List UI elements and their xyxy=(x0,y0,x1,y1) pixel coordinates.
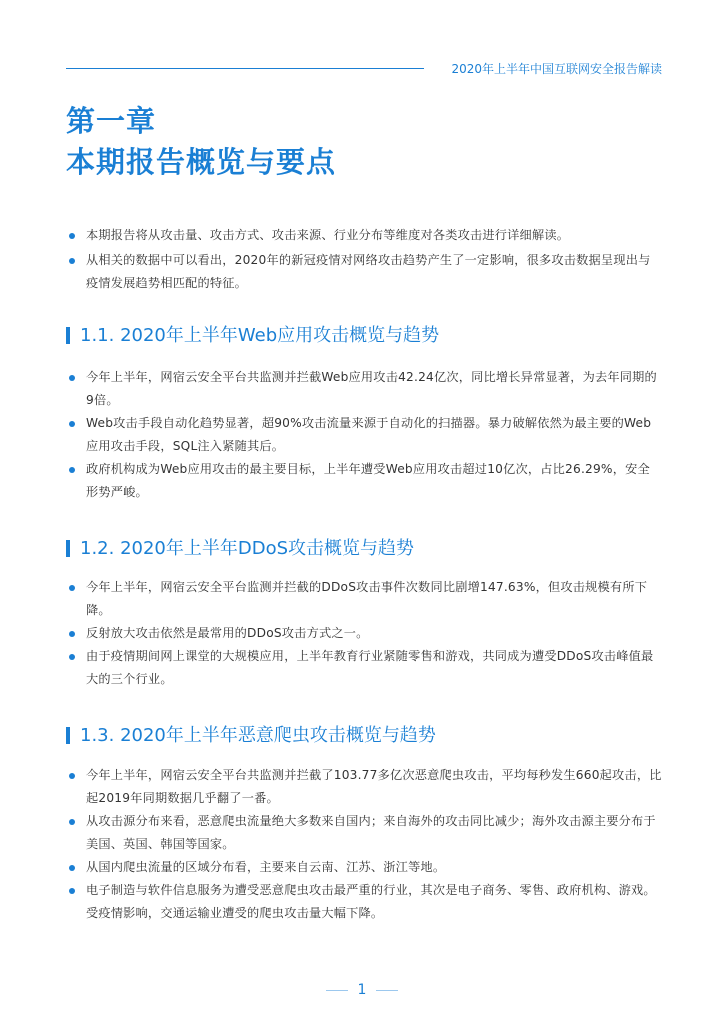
page-number: 1 xyxy=(0,982,724,998)
list-item: 从攻击源分布来看，恶意爬虫流量绝大多数来自国内；来自海外的攻击同比减少；海外攻击源主要分布于美国、英国、韩国等国家。 xyxy=(66,810,662,856)
bullet-dot-icon xyxy=(69,773,75,779)
section-1-2-list xyxy=(66,576,662,691)
list-item: Web攻击手段自动化趋势显著，超90%攻击流量来源于自动化的扫描器。暴力破解依然为最主要的Web应用攻击手段，SQL注入紧随其后。 xyxy=(66,412,662,458)
bullet-dot-icon xyxy=(69,654,75,660)
list-item: 电子制造与软件信息服务为遭受恶意爬虫攻击最严重的行业，其次是电子商务、零售、政府机构、游戏。受疫情影响，交通运输业遭受的爬虫攻击量大幅下降。 xyxy=(66,879,662,925)
list-item: 由于疫情期间网上课堂的大规模应用，上半年教育行业紧随零售和游戏，共同成为遭受DDoS攻击峰值最大的三个行业。 xyxy=(66,645,662,691)
list-item: 本期报告将从攻击量、攻击方式、攻击来源、行业分布等维度对各类攻击进行详细解读。 xyxy=(66,224,662,247)
section-heading-1-3: 1.3. 2020年上半年恶意爬虫攻击概览与趋势 xyxy=(66,724,666,748)
bullet-dot-icon xyxy=(69,865,75,871)
bullet-dot-icon xyxy=(69,467,75,473)
running-header: 2020年上半年中国互联网安全报告解读 xyxy=(451,62,662,76)
section-1-1-list xyxy=(66,366,662,504)
intro-list xyxy=(66,224,662,295)
bullet-dot-icon xyxy=(69,819,75,825)
list-item: 今年上半年，网宿云安全平台监测并拦截的DDoS攻击事件次数同比剧增147.63%，但攻击规模有所下降。 xyxy=(66,576,662,622)
section-marker xyxy=(66,727,70,744)
list-item: 今年上半年，网宿云安全平台共监测并拦截Web应用攻击42.24亿次，同比增长异常显著，为去年同期的9倍。 xyxy=(66,366,662,412)
chapter-title: 本期报告概览与要点 xyxy=(66,145,337,179)
bullet-dot-icon xyxy=(69,258,75,264)
bullet-dot-icon xyxy=(69,631,75,637)
bullet-dot-icon xyxy=(69,375,75,381)
section-heading-1-2: 1.2. 2020年上半年DDoS攻击概览与趋势 xyxy=(66,537,666,561)
header-rule xyxy=(66,68,424,69)
bullet-dot-icon xyxy=(69,421,75,427)
page-number-rule-left xyxy=(326,990,348,991)
chapter-number: 第一章 xyxy=(66,104,157,138)
section-heading-1-1: 1.1. 2020年上半年Web应用攻击概览与趋势 xyxy=(66,324,666,348)
list-item: 反射放大攻击依然是最常用的DDoS攻击方式之一。 xyxy=(66,622,662,645)
section-1-3-list xyxy=(66,764,662,925)
bullet-dot-icon xyxy=(69,585,75,591)
section-marker xyxy=(66,327,70,344)
bullet-dot-icon xyxy=(69,888,75,894)
section-marker xyxy=(66,540,70,557)
list-item: 今年上半年，网宿云安全平台共监测并拦截了103.77多亿次恶意爬虫攻击，平均每秒发生660起攻击，比起2019年同期数据几乎翻了一番。 xyxy=(66,764,662,810)
page-number-rule-right xyxy=(376,990,398,991)
bullet-dot-icon xyxy=(69,233,75,239)
list-item: 政府机构成为Web应用攻击的最主要目标，上半年遭受Web应用攻击超过10亿次，占比26.29%，安全形势严峻。 xyxy=(66,458,662,504)
list-item: 从相关的数据中可以看出，2020年的新冠疫情对网络攻击趋势产生了一定影响，很多攻击数据呈现出与疫情发展趋势相匹配的特征。 xyxy=(66,249,662,295)
list-item: 从国内爬虫流量的区域分布看，主要来自云南、江苏、浙江等地。 xyxy=(66,856,662,879)
